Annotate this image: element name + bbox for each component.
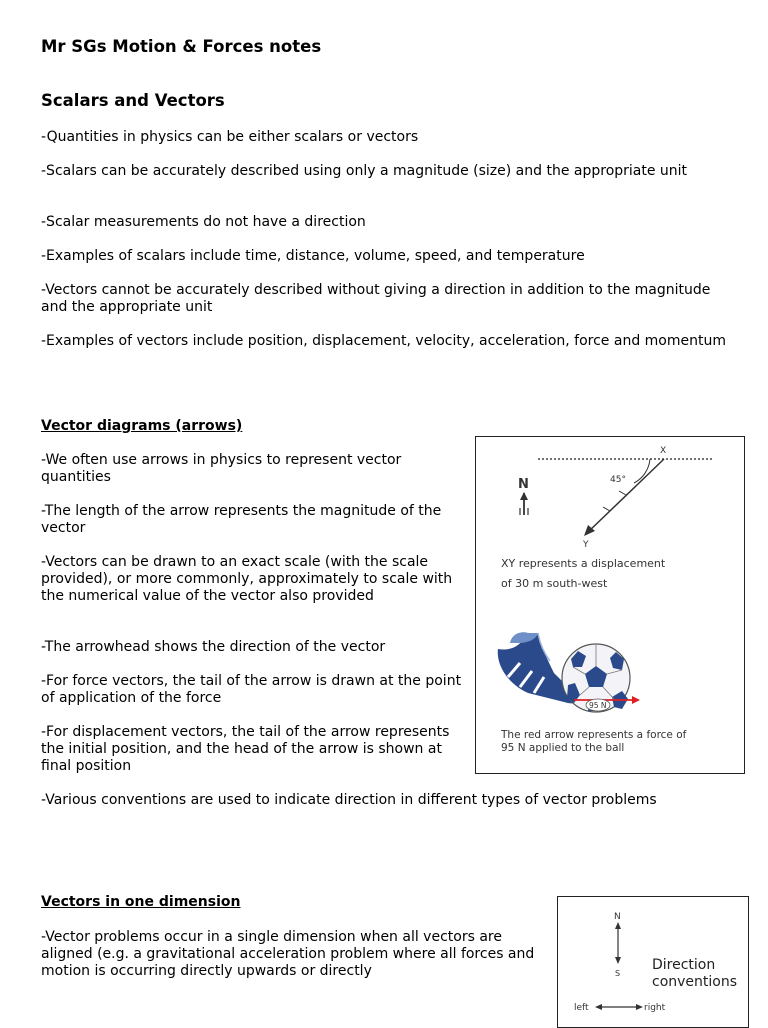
paragraph: -The arrowhead shows the direction of the vector: [41, 639, 386, 655]
vector-figure-drawing: [476, 437, 744, 773]
direction-conventions-figure: [557, 896, 749, 1028]
north-label: N: [614, 912, 621, 922]
subheading-one-dimension: Vectors in one dimension: [41, 894, 241, 910]
paragraph: -For force vectors, the tail of the arrow is drawn at the point of application of the force: [41, 673, 462, 706]
north-arrowhead: [615, 922, 621, 929]
paragraph: -Vectors can be drawn to an exact scale (with the scale provided), or more commonly, approximately to scale with the numerical value of the vector also provided: [41, 554, 453, 604]
paragraph: -Various conventions are used to indicate direction in different types of vector problems: [41, 792, 657, 808]
point-x-label: X: [660, 446, 667, 456]
subheading-vector-diagrams: Vector diagrams (arrows): [41, 418, 243, 434]
section-title: Scalars and Vectors: [41, 91, 225, 110]
caption-line: 95 N applied to the ball: [501, 742, 625, 754]
paragraph: -Vector problems occur in a single dimension when all vectors are aligned (e.g. a gravitational acceleration problem where all forces and motion is occurring directly upwards or directly: [41, 929, 535, 979]
doc-title: Mr SGs Motion & Forces notes: [41, 37, 322, 56]
tick-mark: [619, 491, 626, 495]
paragraph: -For displacement vectors, the tail of the arrow represents the initial position, and the head of the arrow is shown at final position: [41, 724, 450, 774]
point-y-label: Y: [583, 540, 589, 550]
paragraph: -Quantities in physics can be either scalars or vectors: [41, 129, 419, 145]
right-arrowhead: [636, 1004, 643, 1010]
south-arrowhead: [615, 957, 621, 964]
caption-line: The red arrow represents a force of: [501, 729, 687, 741]
force-arrowhead: [632, 696, 640, 704]
figure-title-line: conventions: [652, 974, 738, 990]
north-label: N: [518, 477, 529, 492]
paragraph: -Vectors cannot be accurately described without giving a direction in addition to the magnitude and the appropriate unit: [41, 282, 711, 315]
force-label: 95 N: [589, 701, 607, 710]
figure-title-line: Direction: [652, 957, 716, 973]
left-arrowhead: [595, 1004, 602, 1010]
paragraph: -Scalars can be accurately described using only a magnitude (size) and the appropriate unit: [41, 163, 688, 179]
caption-line: XY represents a displacement: [501, 557, 666, 570]
paragraph: -Examples of vectors include position, displacement, velocity, acceleration, force and momentum: [41, 333, 726, 349]
direction-conventions-drawing: [558, 897, 748, 1027]
caption-line: of 30 m south-west: [501, 577, 608, 590]
north-arrow-icon: [520, 492, 528, 515]
displacement-arrow: [587, 459, 664, 533]
angle-label: 45°: [610, 475, 626, 485]
right-label: right: [644, 1003, 666, 1013]
paragraph: -We often use arrows in physics to represent vector quantities: [41, 452, 402, 485]
tick-mark: [603, 507, 610, 511]
vector-figure: [475, 436, 745, 774]
paragraph: -The length of the arrow represents the magnitude of the vector: [41, 503, 442, 536]
paragraph: -Scalar measurements do not have a direction: [41, 214, 366, 230]
south-label: S: [615, 969, 621, 978]
paragraph: -Examples of scalars include time, distance, volume, speed, and temperature: [41, 248, 585, 264]
left-label: left: [574, 1003, 589, 1013]
